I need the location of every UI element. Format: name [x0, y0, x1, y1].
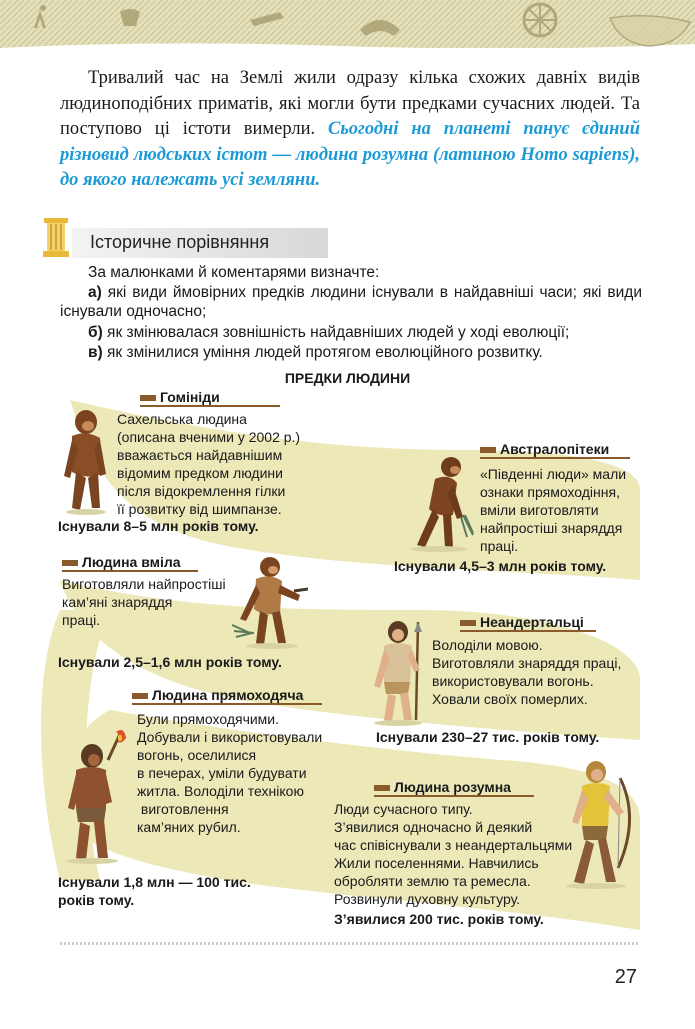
text-line: Добували і використовували: [137, 729, 323, 745]
label-homo-erectus-text: Людина прямоходяча: [152, 687, 304, 703]
label-neanderthals: [460, 614, 584, 630]
text-line: З’явилися одночасно й деякий: [334, 819, 533, 835]
label-marker: [62, 560, 78, 566]
homo-sapiens-description: [334, 800, 572, 908]
task-a-marker: а): [88, 284, 102, 301]
text-line: «Південні люди» мали: [480, 466, 627, 482]
label-homo-habilis-text: Людина вміла: [82, 554, 181, 570]
homo-sapiens-period: З’явилися 200 тис. років тому.: [334, 911, 544, 927]
intro-text: Тривалий час на Землі жили одразу кілька схожих давніх видів людиноподібних приматів, які могли бути предками сучасних людей. Та поступово ці істоти вимерли.: [60, 68, 640, 139]
underline: [480, 457, 630, 459]
label-marker: [132, 693, 148, 699]
label-hominids-text: Гомініди: [160, 389, 220, 405]
homo-habilis-description: [62, 575, 226, 629]
intro-highlight: Сьогодні на планеті панує єдиний різновид людських істот — людина розумна (латиною Homo sapiens), до якого належать усі земляни.: [60, 119, 641, 190]
australopithecus-period: Існували 4,5–3 млн років тому.: [394, 558, 607, 574]
task-c-text: як змінилися уміння людей протягом еволюційного розвитку.: [102, 344, 543, 361]
task-item-c: [60, 343, 642, 363]
page-number: 27: [614, 966, 637, 988]
neanderthal-figure: [368, 620, 430, 726]
homo-habilis-figure: [228, 555, 308, 650]
text-line: виготовлення: [137, 801, 229, 817]
text-line: Володіли мовою.: [432, 637, 543, 653]
text-line: Жили поселеннями. Навчились: [334, 855, 539, 871]
section-title: Історичне порівняння: [90, 232, 270, 252]
text-line: Сахельська людина: [117, 411, 247, 427]
text-line: обробляти землю та ремесла.: [334, 873, 531, 889]
text-line: кам’яні знаряддя: [62, 594, 173, 610]
text-line: Були прямоходячими.: [137, 711, 280, 727]
label-marker: [374, 785, 390, 791]
homo-erectus-description: [137, 710, 322, 836]
text-line: років тому.: [58, 892, 135, 908]
underline: [62, 570, 198, 572]
task-item-b: [60, 323, 642, 343]
text-line: Виготовляли найпростіші: [62, 576, 226, 592]
task-c-marker: в): [88, 344, 103, 361]
text-line: Ховали своїх померлих.: [432, 691, 588, 707]
label-neanderthals-text: Неандертальці: [480, 614, 584, 630]
text-line: вогонь, оселилися: [137, 747, 257, 763]
label-homo-sapiens-text: Людина розумна: [394, 779, 511, 795]
chart-heading: ПРЕДКИ ЛЮДИНИ: [284, 370, 411, 386]
text-line: ознаки прямоходіння,: [480, 484, 620, 500]
text-line: вміли виготовляти: [480, 502, 599, 518]
task-item-a: [60, 283, 642, 321]
text-line: відомим предком людини: [117, 465, 283, 481]
hominids-period: Існували 8–5 млн років тому.: [58, 518, 259, 534]
label-australopithecus: [480, 441, 609, 457]
text-line: Розвинули духовну культуру.: [334, 891, 521, 907]
underline: [374, 795, 534, 797]
task-intro: За малюнками й коментарями визначте:: [88, 264, 380, 281]
australopithecus-description: [480, 465, 626, 555]
underline: [460, 630, 596, 632]
intro-paragraph: [60, 66, 640, 194]
text-line: (описана вченими у 2002 р.): [117, 429, 301, 445]
task-b-text: як змінювалася зовнішність найдавніших людей у ході еволюції;: [102, 324, 570, 341]
hominids-description: [117, 410, 300, 518]
neanderthals-period: Існували 230–27 тис. років тому.: [376, 729, 600, 745]
task-b-marker: б): [88, 324, 103, 341]
label-australopithecus-text: Австралопітеки: [500, 441, 610, 457]
text-line: Люди сучасного типу.: [334, 801, 473, 817]
label-homo-erectus: [132, 687, 303, 703]
footer-divider: [60, 942, 638, 945]
text-line: після відокремлення гілки: [117, 483, 286, 499]
homo-habilis-period: Існували 2,5–1,6 млн років тому.: [58, 654, 282, 670]
homo-erectus-period: [58, 873, 251, 909]
text-line: в печерах, уміли будувати: [137, 765, 307, 781]
homo-erectus-figure: [60, 730, 132, 865]
neanderthals-description: [432, 636, 621, 708]
text-line: вважається найдавнішим: [117, 447, 283, 463]
label-homo-sapiens: [374, 779, 511, 795]
label-marker: [460, 620, 476, 626]
text-line: використовували вогонь.: [432, 673, 594, 689]
text-line: Виготовляли знаряддя праці,: [432, 655, 622, 671]
label-marker: [140, 395, 156, 401]
text-line: найпростіші знаряддя: [480, 520, 623, 536]
text-line: праці.: [480, 538, 519, 554]
text-line: Існували 1,8 млн — 100 тис.: [58, 874, 251, 890]
label-marker: [480, 447, 496, 453]
text-line: кам’яних рубил.: [137, 819, 241, 835]
text-line: житла. Володіли технікою: [137, 783, 304, 799]
text-line: її розвитку від шимпанзе.: [117, 501, 282, 517]
australopithecus-figure: [405, 455, 477, 555]
task-a-text: які види ймовірних предків людини існували в найдавніші часи; які види існували одночасно;: [60, 284, 642, 320]
homo-sapiens-figure: [560, 758, 640, 890]
sahelanthropus-figure: [58, 408, 113, 516]
underline: [132, 703, 322, 705]
label-hominids: [140, 389, 220, 405]
decorative-banner: [0, 0, 695, 58]
underline: [140, 405, 280, 407]
column-icon: [41, 216, 71, 258]
text-line: час співіснували з неандертальцями: [334, 837, 573, 853]
text-line: праці.: [62, 612, 101, 628]
label-homo-habilis: [62, 554, 181, 570]
